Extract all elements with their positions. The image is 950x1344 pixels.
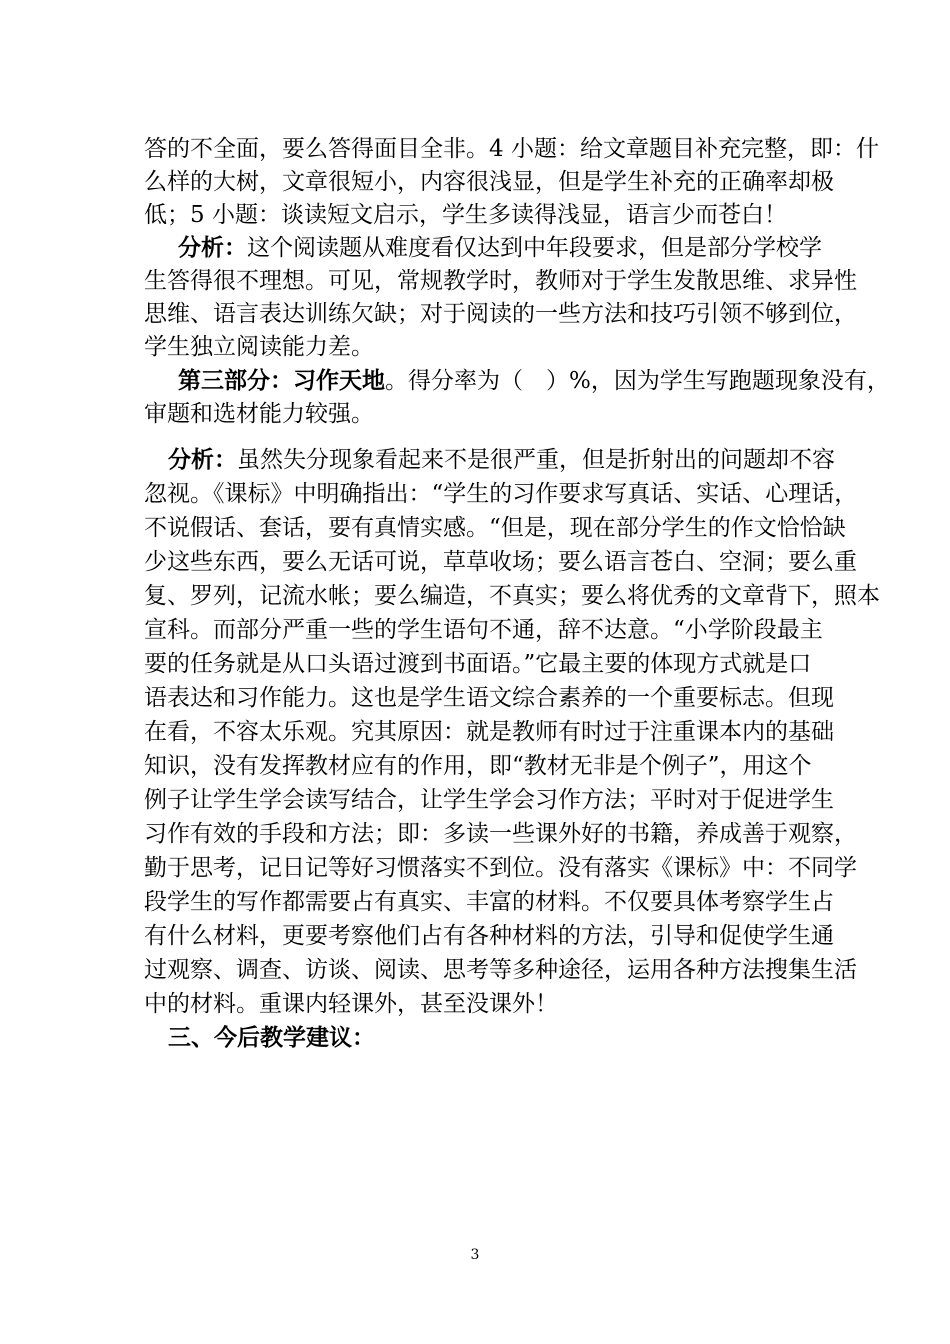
line-text: 段学生的写作都需要占有真实、丰富的材料。不仅要具体考察学生占 [144,889,834,915]
page-number: 3 [470,1247,480,1263]
body-line [144,645,814,683]
body-line [144,883,834,921]
body-line [144,951,857,989]
line-text: 要的任务就是从口头语过渡到书面语。”它最主要的体现方式就是口 [144,651,812,677]
body-line [144,747,814,785]
line-text: 答的不全面，要么答得面目全非。4 小题：给文章题目补充完整，即：什 [144,136,879,162]
line-text: 思维、语言表达训练欠缺；对于阅读的一些方法和技巧引领不够到位， [144,301,857,327]
line-text: 学生独立阅读能力差。 [144,334,374,360]
line-text: 。得分率为（ ）%，因为学生写跑题现象没有， [385,368,890,394]
line-text: 过观察、调查、访谈、阅读、思考等多种途径，运用各种方法搜集生活 [144,957,857,983]
line-text: 忽视。《课标》中明确指出：“学生的习作要求写真话、实话、心理话， [144,481,858,507]
body-line [144,475,858,513]
body-line [144,815,857,853]
body-line [144,328,814,366]
body-line [144,679,834,717]
line-text: 复、罗列，记流水帐；要么编造，不真实；要么将优秀的文章背下，照本 [144,583,880,609]
body-line [144,985,814,1023]
line-text: 在看，不容太乐观。究其原因：就是教师有时过于注重课本内的基础 [144,719,834,745]
line-text: 低；5 小题：谈读短文启示，学生多读得浅显，语言少而苍白！ [144,202,787,228]
body-line [144,577,880,615]
line-text: 少这些东西，要么无话可说，草草收场；要么语言苍白、空洞；要么重 [144,549,857,575]
line-text: 有什么材料，更要考察他们占有各种材料的方法，引导和促使学生通 [144,923,834,949]
body-line [144,611,823,649]
section-heading: 三、今后教学建议： [168,1024,375,1051]
line-text: 知识，没有发挥教材应有的作用，即“教材无非是个例子”，用这个 [144,753,812,779]
body-line [144,917,834,955]
line-text: 宣科。而部分严重一些的学生语句不通，辞不达意。“小学阶段最主 [144,617,823,643]
analysis-label: 分析： [168,446,237,473]
analysis-label: 分析： [178,234,247,261]
body-line [144,543,857,581]
line-text: 勤于思考，记日记等好习惯落实不到位。没有落实《课标》中：不同学 [144,855,857,881]
line-text: 中的材料。重课内轻课外，甚至没课外！ [144,991,558,1017]
line-text: 审题和选材能力较强。 [144,401,374,427]
line-text: 例子让学生学会读写结合，让学生学会习作方法；平时对于促进学生 [144,787,834,813]
body-line [144,509,846,547]
line-text: 虽然失分现象看起来不是很严重，但是折射出的问题却不容 [237,447,835,473]
body-line [144,849,857,887]
body-line [144,395,814,433]
body-line [144,781,834,819]
analysis-paragraph-2 [168,441,835,479]
line-text: 不说假话、套话，要有真情实感。“但是，现在部分学生的作文恰恰缺 [144,515,846,541]
line-text: 这个阅读题从难度看仅达到中年段要求，但是部分学校学 [247,235,822,261]
part-three-label: 第三部分：习作天地 [178,367,385,394]
line-text: 习作有效的手段和方法；即：多读一些课外好的书籍，养成善于观察， [144,821,857,847]
line-text: 生答得很不理想。可见，常规教学时，教师对于学生发散思维、求异性 [144,268,857,294]
body-line [144,713,834,751]
line-text: 语表达和习作能力。这也是学生语文综合素养的一个重要标志。但现 [144,685,834,711]
line-text: 么样的大树，文章很短小，内容很浅显，但是学生补充的正确率却极 [144,169,834,195]
